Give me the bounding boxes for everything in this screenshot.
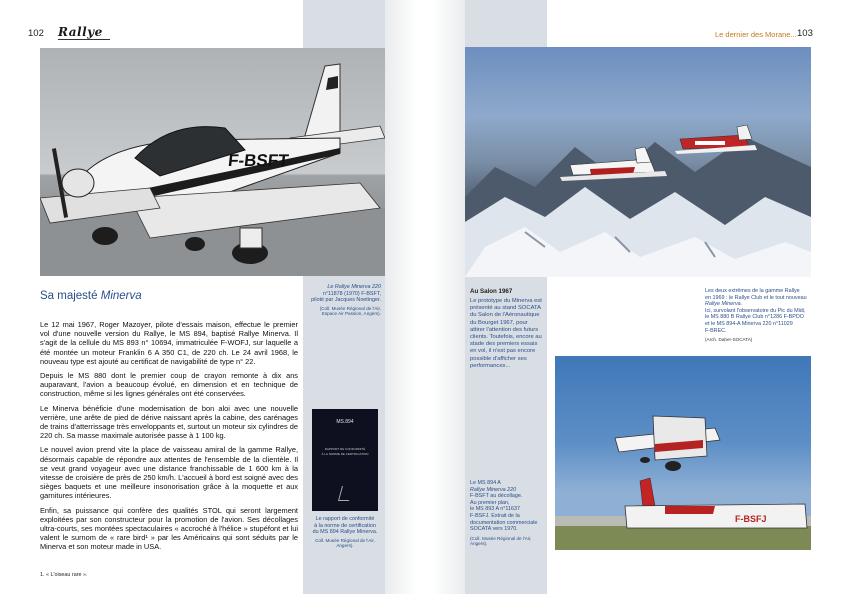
caption-line: Les deux extrêmes de la gamme Rallye bbox=[705, 288, 800, 294]
caption-line: n°11878 (1970) F-BSFT, bbox=[322, 290, 381, 297]
caption-line: F-BREC. bbox=[705, 327, 727, 334]
caption-line: F-BSFJ. Extrait de la bbox=[470, 512, 520, 519]
minerva-ground-photo bbox=[40, 48, 385, 276]
left-page-number: 102 bbox=[28, 28, 44, 39]
caption-line: Au premier plan, bbox=[470, 499, 510, 506]
caption-line: SOCATA vers 1970. bbox=[470, 526, 518, 533]
caption-line: et le MS 894-A Minerva 220 n°11029 bbox=[705, 320, 793, 327]
left-photo-caption bbox=[305, 284, 381, 317]
footnote: 1. « L'oiseau rare ». bbox=[40, 572, 88, 578]
paragraph: Le 12 mai 1967, Roger Mazoyer, pilote d'essais maison, effectue le premier vol d'une nouvelle version du Rallye, le MS 894, baptisé Rallye Minerva. Il s'agit de la cellule du MS 893 n° 10694, immatriculée F-WOFJ, sur laquelle a été montée un moteur Franklin 6 A 350 C1, de 220 ch. Le 24 avril 1968, le nouveau type est ajouté au certificat de navigabilité de type n° 22. bbox=[40, 320, 298, 366]
document-line: À LA NORME DE CERTIFICATION bbox=[321, 452, 369, 456]
document-title: MS.894 bbox=[336, 419, 354, 425]
document-emblem bbox=[337, 486, 352, 501]
caption-line: Le Rallye Minerva 220 bbox=[327, 284, 381, 290]
caption-credit: (Coll. Musée Régional de l'Air, Espace Air Passion, Angers). bbox=[319, 305, 381, 317]
caption-line: piloté par Jacques Noetinger. bbox=[311, 297, 381, 304]
paragraph: Le nouvel avion prend vite la place de vaisseau amiral de la gamme Rallye, désormais capable de répondre aux attentes de l'ensemble de la clientèle. Il se veut grand voyageur avec une distance franchissable de 1 600 km à la vitesse de croisière de près de 250 km/h. L'accueil à bord est soigné avec des sièges baquets et une meilleure insonorisation grâce à la moquette et aux garnitures intérieures. bbox=[40, 445, 298, 501]
heading-prefix: Sa majesté bbox=[40, 290, 101, 302]
mountain-scene bbox=[465, 47, 811, 277]
right-page-number: 103 bbox=[797, 28, 813, 39]
paragraph: Enfin, sa puissance qui confère des qualités STOL qui seront largement exploitées par son constructeur pour la promotion de l'avion. Ses décollages ultra-courts, ses montées spectaculaires « accroché à l'hélice » stupéfont et lui valent le surnom de « rare bird¹ » par les Américains qui sont séduits par le Minerva et son moteur made in USA. bbox=[40, 505, 298, 552]
bottom-registration: F-BSFJ bbox=[735, 514, 767, 524]
caption-credit: (Arch. Daher-SOCATA) bbox=[705, 337, 753, 343]
caption-line: F-BSFT au décollage. bbox=[470, 493, 523, 500]
book-spine bbox=[385, 0, 465, 594]
caption-line: le MS 880 B Rallye Club n°1286 F-BPDO bbox=[705, 314, 804, 321]
caption-line: à la norme de certification bbox=[314, 522, 376, 529]
takeoff-scene bbox=[555, 356, 811, 550]
caption-line: documentation commerciale bbox=[470, 519, 538, 526]
rallye-logo: Rallye bbox=[58, 25, 103, 39]
caption-credit: (Coll. Musée Régional de l'Air, Angers). bbox=[470, 535, 532, 547]
logo-underline bbox=[58, 39, 110, 40]
document-caption bbox=[306, 516, 384, 549]
minerva-aircraft-illustration bbox=[40, 48, 385, 276]
takeoff-photo bbox=[555, 356, 811, 550]
caption-line: Rallye Minerva. bbox=[705, 301, 743, 308]
running-head: Le dernier des Morane... bbox=[715, 30, 797, 39]
sidebar-text: Le prototype du Minerva est présenté au stand SOCATA du Salon de l'Aéronautique du Bourget 1967, pour attirer l'attention des futurs clients. Toutefois, encore au stade des premiers essais en vol, il n'est pas encore possible d'afficher ses performances... bbox=[470, 298, 542, 369]
caption-line: du MS 894 Rallye Minerva. bbox=[312, 529, 378, 536]
minerva-plane bbox=[675, 125, 757, 154]
caption-line: Le rapport de conformité bbox=[315, 516, 375, 522]
document-line: RAPPORT DE CONFORMITÉ bbox=[324, 447, 366, 451]
rallye-parked-plane bbox=[625, 478, 807, 528]
section-heading bbox=[40, 290, 142, 302]
top-photo-caption bbox=[705, 288, 813, 343]
caption-line: en 1969 : le Rallye Club et le tout nouveau bbox=[705, 294, 807, 301]
caption-credit: Coll. Musée Régional de l'Air, Angers). bbox=[315, 537, 375, 549]
bottom-photo-caption bbox=[470, 480, 546, 547]
caption-line: Le MS 894 A bbox=[470, 480, 501, 486]
caption-line: Rallye Minerva 220 bbox=[470, 486, 517, 493]
paragraph: Le Minerva bénéficie d'une modernisation de bon aloi avec une nouvelle verrière, une arête de pied de dérive naissant après la cabine, des carénages de trains d'atterrissage très enveloppants et, surtout un moteur six cylindres de 220 ch. Sa masse maximale autorisée passe à 1 100 kg. bbox=[40, 403, 298, 441]
caption-line: Ici, survolant l'observatoire du Pic du Midi, bbox=[705, 307, 806, 314]
sidebar-title: Au Salon 1967 bbox=[470, 288, 513, 295]
aircraft-registration: F-BSFT bbox=[227, 151, 290, 170]
certification-document bbox=[312, 409, 378, 511]
paragraph: Depuis le MS 880 dont le premier coup de crayon remonte à dix ans auparavant, l'avion a beaucoup évolué, en dimension et en technique de construction, même si les lignes générales ont été conservées. bbox=[40, 371, 298, 399]
article-body bbox=[40, 320, 298, 557]
minerva-takeoff-plane bbox=[615, 416, 720, 471]
caption-line: le MS 893 A n°11637 bbox=[470, 506, 521, 513]
formation-flight-photo bbox=[465, 47, 811, 277]
heading-italic: Minerva bbox=[100, 290, 142, 302]
